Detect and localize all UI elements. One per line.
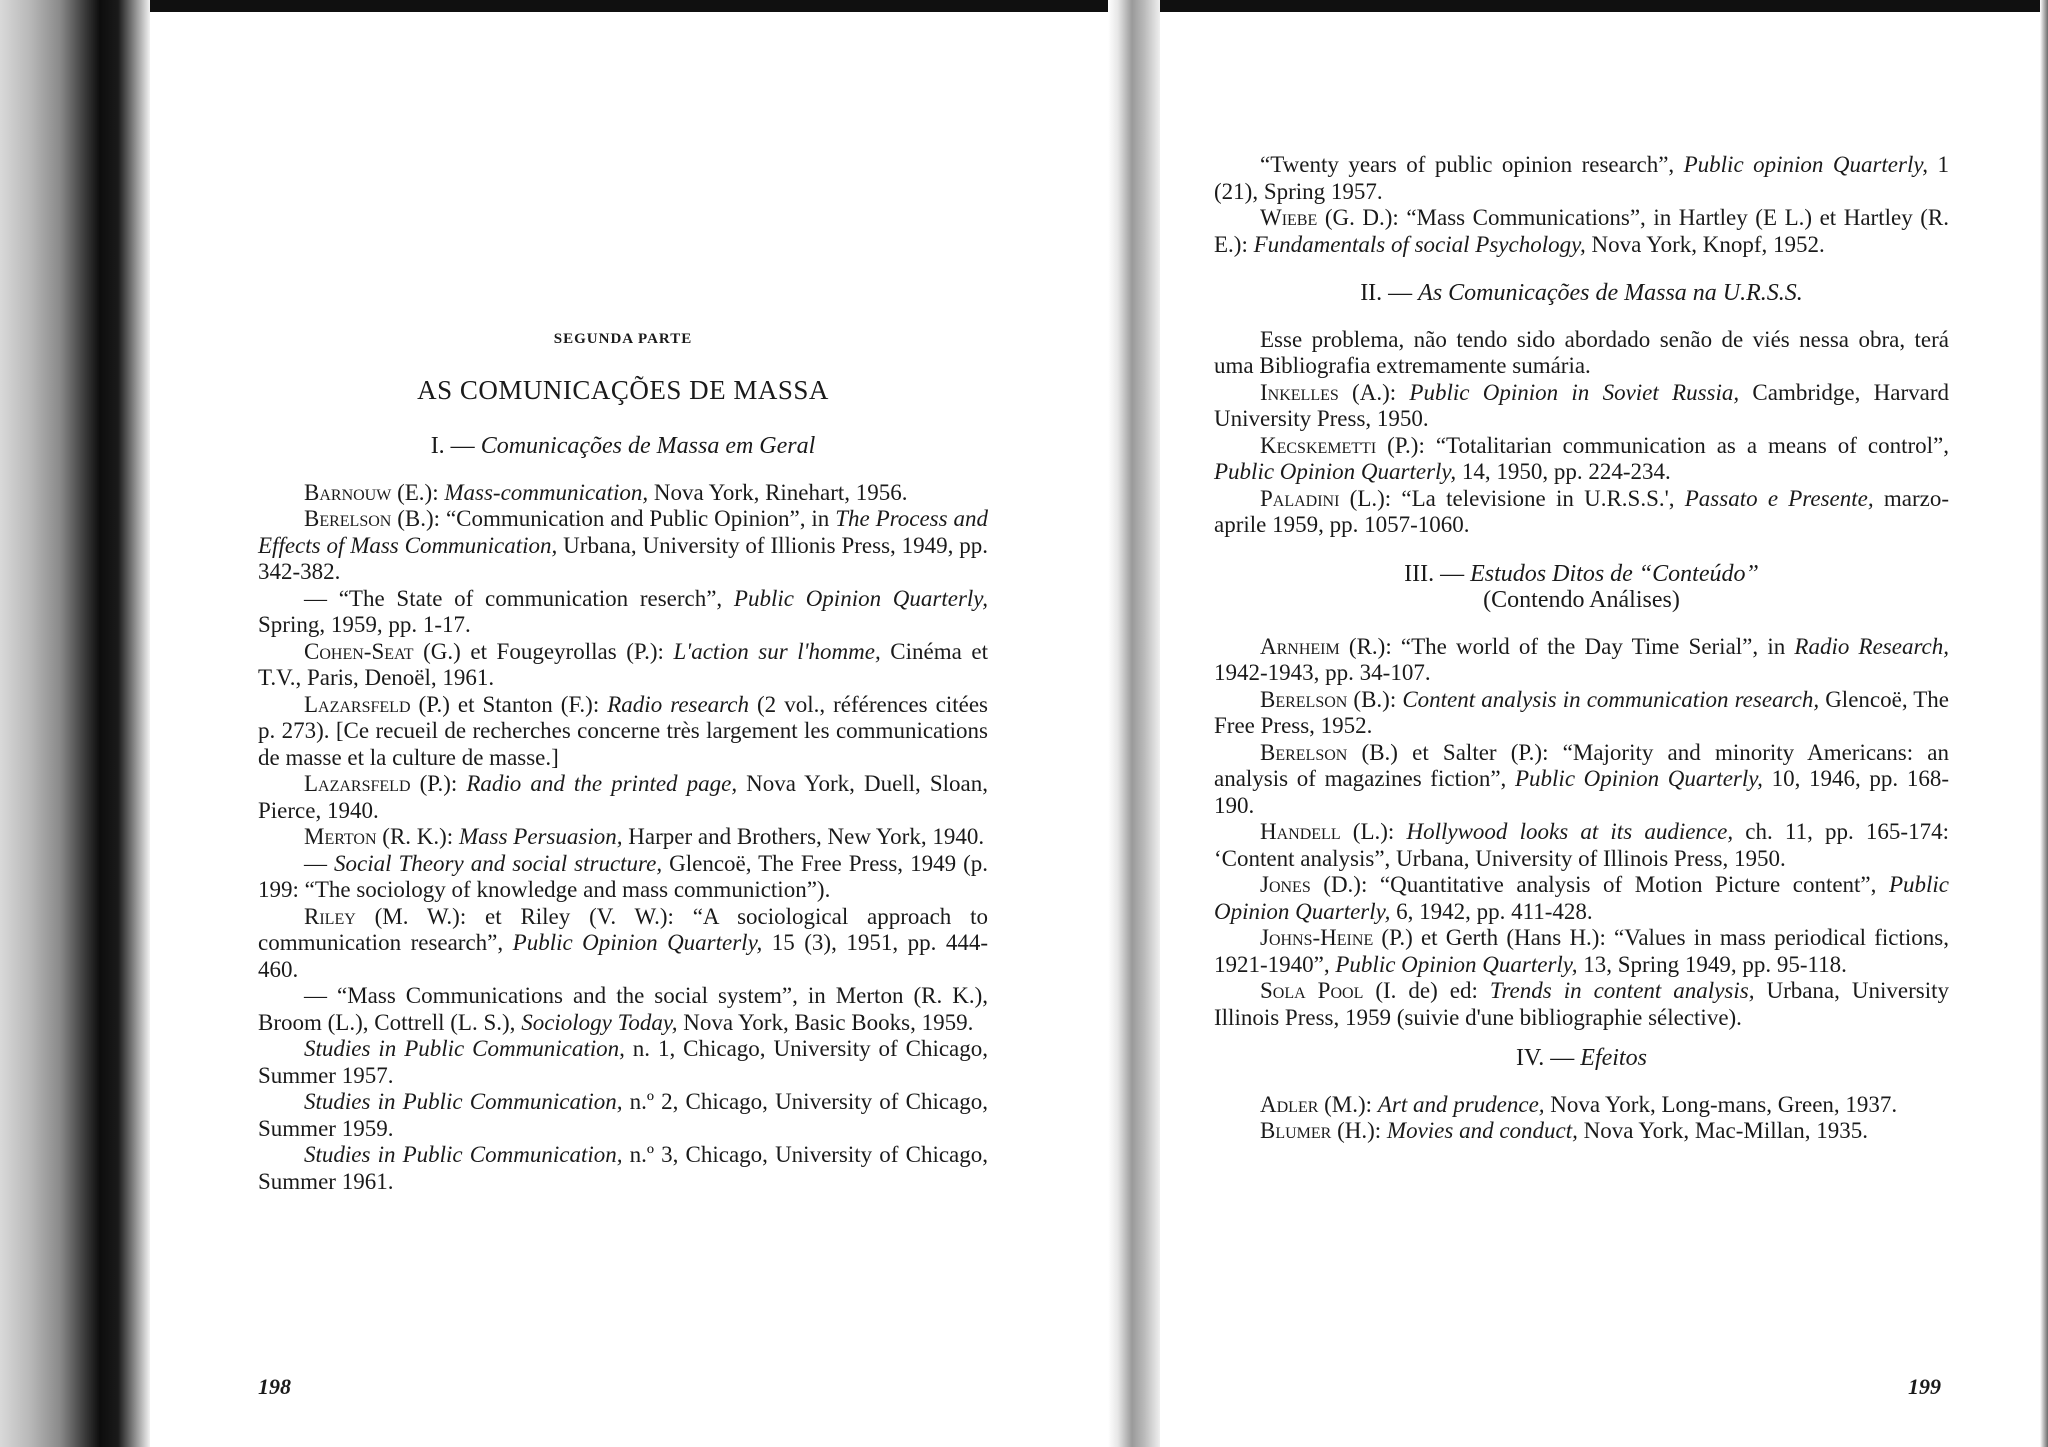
bib-text: (B.) et Salter (P.): “Majority and minority Americans: an analysis of magazines fiction”, <box>1214 739 1949 791</box>
section-number: III. — <box>1404 560 1465 587</box>
bibliography-list <box>1214 380 1949 539</box>
bib-entry <box>258 824 988 851</box>
bib-author: Berelson <box>1260 686 1348 712</box>
bib-text: (P.) et Gerth (Hans H.): “Values in mass periodical fictions, 1921-1940”, <box>1214 925 1949 977</box>
bib-tail: n. 1, Chicago, University of Chicago, Summer 1957. <box>258 1036 988 1088</box>
bib-entry <box>258 851 988 904</box>
bib-tail: Glencoë, The Free Press, 1952. <box>1214 686 1949 738</box>
bib-tail: Urbana, University of Illionis Press, 1949, pp. 342-382. <box>258 532 988 584</box>
bib-author: Handell <box>1260 819 1341 844</box>
section-number: I. — <box>430 433 475 459</box>
bib-tail: 10, 1946, pp. 168-190. <box>1214 766 1949 818</box>
bib-entry <box>258 692 988 772</box>
bib-tail: 6, 1942, pp. 411-428. <box>1390 898 1593 924</box>
bibliography-list <box>1214 634 1949 1032</box>
bib-text: (I. de) ed: <box>1363 978 1490 1003</box>
bib-tail: Urbana, University Illinois Press, 1959 (suivie d'une bibliographie sélective). <box>1214 978 1949 1030</box>
section-heading-4 <box>1214 1045 1949 1072</box>
bib-author: Cohen-Seat <box>304 638 414 664</box>
bib-entry <box>258 983 988 1036</box>
bib-title: Public Opinion Quarterly, <box>512 930 763 955</box>
bib-title: Radio Research, <box>1794 633 1950 659</box>
bib-title: Mass Persuasion, <box>458 824 623 849</box>
spacer <box>1214 539 1949 561</box>
bib-title: Public Opinion Quarterly, <box>1514 766 1763 791</box>
section-heading-3 <box>1214 561 1949 588</box>
bib-author: Paladini <box>1260 485 1340 511</box>
bib-author: Blumer <box>1260 1118 1332 1143</box>
section-number: IV. — <box>1516 1045 1575 1071</box>
section-title: Comunicações de Massa em Geral <box>480 433 816 459</box>
bib-tail: Nova York, Duell, Sloan, Pierce, 1940. <box>258 771 989 823</box>
bib-text: (A.): <box>1338 379 1410 405</box>
bib-tail: Cambridge, Harvard University Press, 1950. <box>1214 379 1949 431</box>
bib-author: Barnouw <box>304 479 392 505</box>
section-subtitle: (Contendo Análises) <box>1483 587 1680 613</box>
bib-entry <box>258 506 988 586</box>
book-top-edge <box>0 0 2048 12</box>
section-intro: Esse problema, não tendo sido abordado senão de viés nessa obra, terá uma Bibliografia extremamente sumária. <box>1214 326 1949 378</box>
bib-author: Sola Pool <box>1260 978 1364 1003</box>
left-page <box>258 326 988 1195</box>
bib-title: Social Theory and social structure, <box>334 850 663 876</box>
bib-tail: 15 (3), 1951, pp. 444-460. <box>258 930 988 982</box>
bib-entry <box>1214 740 1949 820</box>
bib-entry <box>258 1142 988 1195</box>
bib-tail: Cinéma et T.V., Paris, Denoël, 1961. <box>258 638 989 690</box>
bib-tail: 13, Spring 1949, pp. 95-118. <box>1577 951 1847 977</box>
bib-title: Studies in Public Communication, <box>304 1142 623 1167</box>
bib-title: Public Opinion Quarterly, <box>1335 951 1578 977</box>
bib-text: “Twenty years of public opinion research”, <box>1260 152 1684 177</box>
bib-author: Johns-Heine <box>1260 925 1374 950</box>
bib-title: Content analysis in communication research, <box>1402 686 1820 712</box>
bib-title: The Process and Effects of Mass Communication, <box>258 506 988 558</box>
book-edge-right <box>2040 0 2048 1447</box>
bib-entry <box>258 639 988 692</box>
bib-author: Arnheim <box>1260 633 1340 659</box>
bib-author: Inkelles <box>1260 379 1339 405</box>
bib-title: Public opinion Quarterly, <box>1683 152 1929 177</box>
bib-title: L'action sur l'homme, <box>673 638 881 664</box>
spacer <box>1214 258 1949 280</box>
bib-author: Riley <box>304 903 356 929</box>
bib-text: (P.) et Stanton (F.): <box>410 691 608 717</box>
bib-author: Lazarsfeld <box>304 691 411 717</box>
bib-entry <box>258 904 988 984</box>
section-title: Efeitos <box>1580 1045 1647 1071</box>
bibliography-list <box>1214 1092 1949 1145</box>
bib-title: Hollywood looks at its audience, <box>1406 819 1734 844</box>
part-title: AS COMUNICAÇÕES DE MASSA <box>417 374 829 405</box>
bib-text: (B.): “Communication and Public Opinion”, in <box>391 506 836 531</box>
book-binding-left <box>0 0 150 1447</box>
bib-text: (G.) et Fougeyrollas (P.): <box>413 638 674 664</box>
bib-entry <box>1214 634 1949 687</box>
bib-text: — “The State of communication reserch”, <box>304 585 734 611</box>
bib-entry <box>1214 872 1949 925</box>
bib-text: (M. W.): et Riley (V. W.): “A sociological approach to communication research”, <box>258 903 988 955</box>
bib-author: Jones <box>1260 872 1311 897</box>
right-page <box>1214 152 1949 1145</box>
section-number: II. — <box>1360 280 1413 306</box>
bib-author: Merton <box>304 824 377 849</box>
bib-tail: Nova York, Basic Books, 1959. <box>677 1009 974 1035</box>
bib-text: (B.): <box>1347 686 1403 712</box>
bib-tail: 14, 1950, pp. 224-234. <box>1456 459 1671 484</box>
section-title: As Comunicações de Massa na U.R.S.S. <box>1418 280 1803 306</box>
bib-title: Public Opinion Quarterly, <box>1214 459 1457 484</box>
bib-entry <box>1214 925 1949 978</box>
bib-text: (D.): “Quantitative analysis of Motion Picture content”, <box>1310 872 1889 897</box>
bib-tail: Nova York, Mac-Millan, 1935. <box>1577 1118 1868 1143</box>
bib-author: Wiebe <box>1260 205 1318 230</box>
bib-tail: Spring, 1959, pp. 1-17. <box>258 612 471 637</box>
bib-title: Public Opinion Quarterly, <box>733 585 988 611</box>
section-heading-2 <box>1214 280 1949 307</box>
bib-tail: 1 (21), Spring 1957. <box>1214 152 1949 204</box>
section-heading-1 <box>258 433 988 460</box>
bib-title: Fundamentals of social Psychology, <box>1253 231 1586 257</box>
bib-title: Radio and the printed page, <box>466 771 738 796</box>
bib-entry <box>258 1089 988 1142</box>
bib-entry <box>1214 152 1949 205</box>
bib-text: (M.): <box>1318 1091 1378 1117</box>
bib-entry <box>258 1036 988 1089</box>
bib-entry <box>1214 1092 1949 1119</box>
bib-title: Trends in content analysis, <box>1489 978 1755 1003</box>
bibliography-list-continued <box>1214 152 1949 258</box>
bib-author: Adler <box>1260 1091 1319 1117</box>
bib-entry <box>258 480 988 507</box>
bib-tail: Nova York, Rinehart, 1956. <box>648 479 908 505</box>
bib-title: Public Opinion in Soviet Russia, <box>1409 379 1740 405</box>
part-label: SEGUNDA PARTE <box>553 331 693 347</box>
bibliography-list <box>258 480 988 1196</box>
bib-title: Passato e Presente, <box>1684 485 1874 511</box>
bib-text: (L.): <box>1340 819 1407 844</box>
page-number-right: 199 <box>1908 1374 1941 1399</box>
bib-entry <box>258 586 988 639</box>
bib-title: Mass-communication, <box>444 479 649 505</box>
bib-text: (R.): “The world of the Day Time Serial”, in <box>1339 633 1795 659</box>
bib-tail: 1942-1943, pp. 34-107. <box>1214 660 1431 685</box>
bib-text: — “Mass Communications and the social system”, in Merton (R. K.), Broom (L.), Cottrell (L. S.), <box>258 983 988 1035</box>
bib-text: (P.): <box>410 771 467 796</box>
bib-entry <box>258 771 988 824</box>
bib-tail: (2 vol., références citées p. 273). [Ce recueil de recherches concerne très largement les communications de masse et la culture de masse.] <box>258 691 988 770</box>
bib-entry <box>1214 380 1949 433</box>
bib-entry <box>1214 978 1949 1031</box>
bib-text: (P.): “Totalitarian communication as a means of control”, <box>1376 432 1949 458</box>
bib-text: — <box>304 850 335 876</box>
bib-text: (E.): <box>391 479 445 505</box>
bib-tail: Nova York, Long-mans, Green, 1937. <box>1544 1091 1898 1117</box>
bib-entry <box>1214 687 1949 740</box>
section-title: Estudos Ditos de “Conteúdo” <box>1470 560 1759 587</box>
bib-tail: Harper and Brothers, New York, 1940. <box>622 824 985 849</box>
book-gutter <box>1108 0 1160 1447</box>
bib-title: Sociology Today, <box>521 1009 678 1035</box>
bib-entry <box>1214 433 1949 486</box>
bib-tail: n.º 3, Chicago, University of Chicago, Summer 1961. <box>258 1142 989 1194</box>
bib-title: Studies in Public Communication, <box>304 1036 625 1061</box>
bib-author: Berelson <box>304 506 392 531</box>
bib-tail: Glencoë, The Free Press, 1949 (p. 199: “The sociology of knowledge and mass communiction”). <box>258 850 988 902</box>
bib-text: (R. K.): <box>376 824 459 849</box>
bib-title: Movies and conduct, <box>1386 1118 1578 1143</box>
bib-author: Lazarsfeld <box>304 771 411 796</box>
page-number-left: 198 <box>258 1374 291 1399</box>
bib-text: (L.): “La televisione in U.R.S.S.', <box>1339 485 1685 511</box>
bib-title: Radio research <box>607 691 749 717</box>
bib-tail: marzo-aprile 1959, pp. 1057-1060. <box>1214 485 1949 537</box>
bib-author: Berelson <box>1260 739 1348 765</box>
bib-tail: Nova York, Knopf, 1952. <box>1585 231 1825 257</box>
bib-tail: n.º 2, Chicago, University of Chicago, Summer 1959. <box>258 1089 989 1141</box>
bib-author: Kecskemetti <box>1260 432 1377 458</box>
bib-text: (H.): <box>1331 1118 1387 1143</box>
bib-entry <box>1214 1118 1949 1145</box>
spacer <box>1214 1031 1949 1045</box>
bib-title: Art and prudence, <box>1377 1091 1545 1117</box>
bib-tail: ch. 11, pp. 165-174: ‘Content analysis”, Urbana, University of Illinois Press, 1950. <box>1214 819 1949 871</box>
bib-entry <box>1214 205 1949 258</box>
bib-title: Studies in Public Communication, <box>304 1089 623 1114</box>
bib-entry <box>1214 486 1949 539</box>
bib-title: Public Opinion Quarterly, <box>1214 872 1949 924</box>
bib-entry <box>1214 819 1949 872</box>
bib-text: (G. D.): “Mass Communications”, in Hartley (E L.) et Hartley (R. E.): <box>1214 205 1949 257</box>
